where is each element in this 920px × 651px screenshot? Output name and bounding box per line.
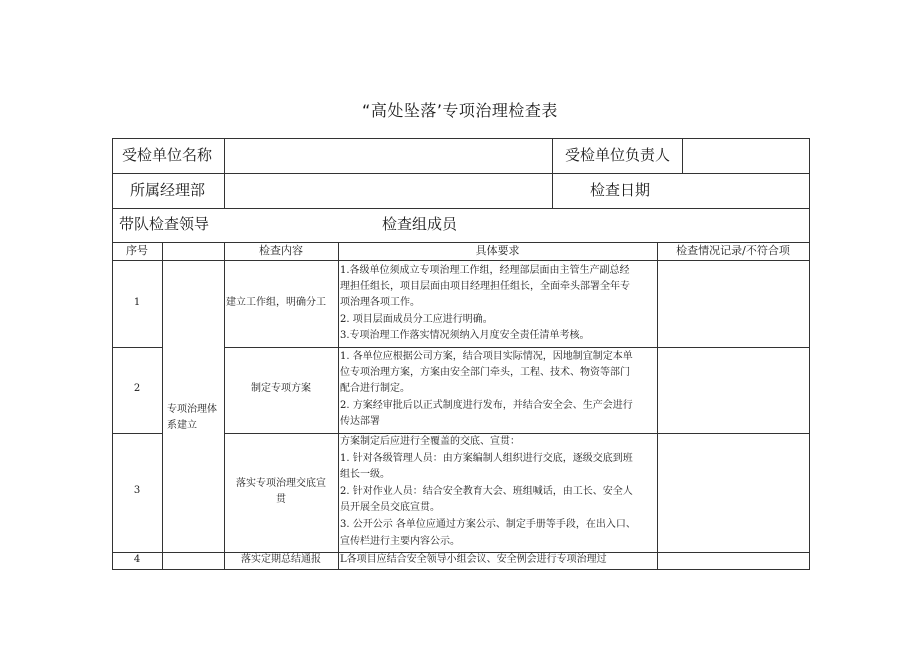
requirement-line: 1. 针对各级管理人员：由方案编制人组织进行交底，逐级交底到班 xyxy=(340,453,633,464)
requirement-line: 1.各级单位须成立专项治理工作组，经理部层面由主管生产副总经 xyxy=(340,265,630,276)
requirement-line: L各项目应结合安全领导小组会议、安全例会进行专项治理过 xyxy=(340,554,607,565)
col-divider xyxy=(657,242,658,570)
requirement-line: 组长一级。 xyxy=(340,469,390,480)
requirement-line: 2. 方案经审批后以正式制度进行发布，并结合安全会、生产会进行 xyxy=(340,400,633,411)
table-border-bottom xyxy=(112,569,810,570)
col-divider xyxy=(682,138,683,173)
requirement-line: 2. 针对作业人员：结合安全教育大会、班组喊话，由工长、安全人 xyxy=(340,486,633,497)
row-divider xyxy=(224,347,810,348)
col-header-requirement: 具体要求 xyxy=(475,244,520,257)
requirement-line: 配合进行制定。 xyxy=(340,383,410,394)
row-divider xyxy=(112,208,810,209)
col-header-record: 检查情况记录/不符合项 xyxy=(676,244,790,257)
col-divider xyxy=(224,242,225,570)
row-number: 3 xyxy=(133,485,141,496)
requirement-line: 3. 公开公示 各单位应通过方案公示、制定手册等手段，在出入口、 xyxy=(340,519,636,530)
table-border-left xyxy=(112,138,113,570)
team-leader-label: 带队检查领导 xyxy=(119,215,210,233)
check-date-label: 检查日期 xyxy=(590,181,651,199)
row-divider xyxy=(112,260,810,261)
col-header-no: 序号 xyxy=(126,244,148,257)
row-divider xyxy=(112,433,162,434)
col-divider xyxy=(162,242,163,570)
unit-leader-label: 受检单位负责人 xyxy=(565,146,671,164)
requirement-line: 项治理各项工作。 xyxy=(340,297,420,308)
col-divider xyxy=(552,138,553,208)
table-border-top xyxy=(112,138,810,139)
row-number: 4 xyxy=(133,554,141,565)
requirement-line: 传达部署 xyxy=(340,416,380,427)
dept-label: 所属经理部 xyxy=(130,181,206,199)
inspection-table xyxy=(112,138,810,570)
col-divider xyxy=(224,138,225,208)
check-item: 落实专项治理交底宣 xyxy=(236,478,326,489)
requirement-line: 3.专项治理工作落实情况须纳入月度安全责任清单考核。 xyxy=(340,330,590,341)
requirement-line: 员开展全员交底宣贯。 xyxy=(340,502,440,513)
category-label: 专项治理体 xyxy=(167,404,217,415)
check-item: 制定专项方案 xyxy=(251,383,311,394)
col-divider xyxy=(338,242,339,570)
requirement-line: 位专项治理方案，方案由安全部门牵头，工程、技术、物资等部门 xyxy=(340,367,630,378)
requirement-line: 宣传栏进行主要内容公示。 xyxy=(340,536,460,547)
check-item: 贯 xyxy=(276,494,286,505)
requirement-line: 1. 各单位应根据公司方案，结合项目实际情况，因地制宜制定本单 xyxy=(340,351,633,362)
row-divider xyxy=(112,173,810,174)
requirement-line: 理担任组长，项目层面由项目经理担任组长，全面牵头部署全年专 xyxy=(340,281,630,292)
row-divider xyxy=(112,347,162,348)
requirement-line: 方案制定后应进行全覆盖的交底、宣贯： xyxy=(340,436,520,447)
unit-name-label: 受检单位名称 xyxy=(122,146,213,164)
check-item: 建立工作组，明确分工 xyxy=(226,297,326,308)
table-border-right xyxy=(809,138,810,570)
col-header-item: 检查内容 xyxy=(259,244,303,257)
category-label: 系建立 xyxy=(167,420,197,431)
row-number: 2 xyxy=(133,383,141,394)
team-members-label: 检查组成员 xyxy=(382,215,458,233)
check-item: 落实定期总结通报 xyxy=(241,554,321,565)
row-number: 1 xyxy=(133,297,141,308)
page-title: “高处坠落’专项治理检查表 xyxy=(362,101,558,120)
requirement-line: 2. 项目层面成员分工应进行明确。 xyxy=(340,314,493,325)
